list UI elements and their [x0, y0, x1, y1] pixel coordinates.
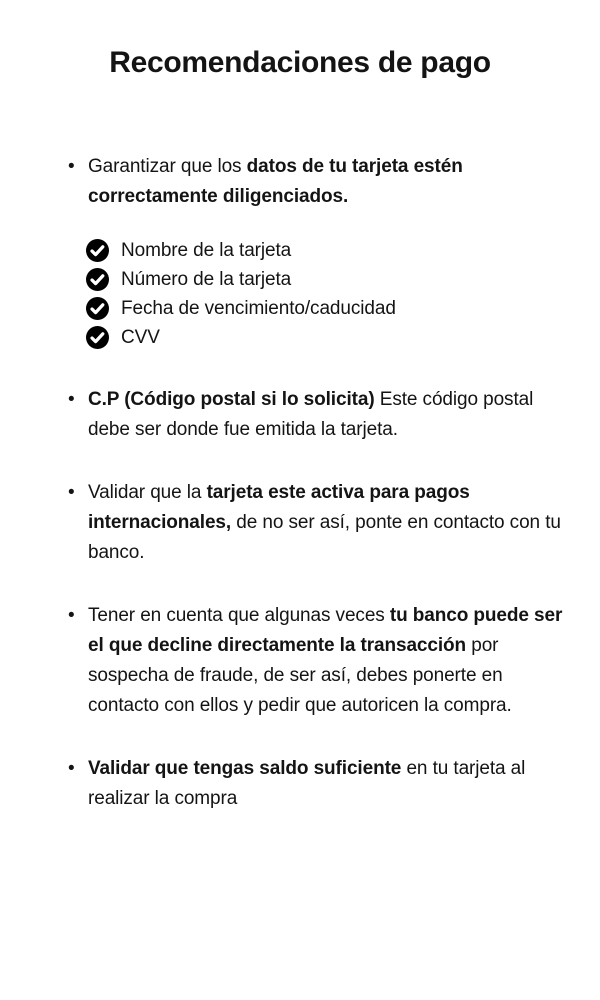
recommendation-bullet: [68, 385, 564, 445]
text-segment-bold: Validar que tengas saldo suficiente: [88, 758, 402, 779]
recommendation-bullet: [68, 754, 564, 814]
text-segment: Tener en cuenta que algunas veces: [88, 605, 390, 626]
check-circle-icon: [86, 326, 109, 349]
bullet-icon: •: [68, 482, 75, 503]
check-circle-icon: [86, 239, 109, 262]
text-segment: Este código postal debe ser donde fue emitida la tarjeta.: [88, 389, 534, 440]
recommendation-text: [88, 601, 564, 721]
checklist-item: [86, 236, 564, 265]
page-title: Recomendaciones de pago: [109, 46, 491, 79]
checklist-item-label: Fecha de vencimiento/caducidad: [121, 297, 396, 319]
recommendation-text: [88, 385, 564, 445]
text-segment: en tu tarjeta al realizar la compra: [88, 758, 526, 809]
card-fields-checklist: [86, 236, 564, 352]
recommendation-bullet: [68, 478, 564, 568]
recommendation-text: [88, 754, 564, 814]
checklist-item-label: Número de la tarjeta: [121, 268, 292, 290]
text-segment-bold: tu banco puede ser el que decline directamente la transacción: [88, 605, 563, 656]
recommendations-list: [0, 152, 600, 814]
text-segment-bold: tarjeta este activa para pagos internacionales,: [88, 482, 470, 533]
text-segment: Garantizar que los: [88, 156, 247, 177]
bullet-icon: •: [68, 389, 75, 410]
check-circle-icon: [86, 297, 109, 320]
check-circle-icon: [86, 268, 109, 291]
recommendation-text: [88, 478, 564, 568]
text-segment: de no ser así, ponte en contacto con tu banco.: [88, 512, 561, 563]
checklist-item-label: Nombre de la tarjeta: [121, 239, 292, 261]
recommendation-bullet: [68, 152, 564, 212]
text-segment: Validar que la: [88, 482, 207, 503]
recommendation-bullet: [68, 601, 564, 721]
text-segment-bold: datos de tu tarjeta estén correctamente diligenciados.: [88, 156, 463, 207]
checklist-item-label: CVV: [121, 326, 160, 348]
text-segment: por sospecha de fraude, de ser así, debes ponerte en contacto con ellos y pedir que autoricen la compra.: [88, 635, 512, 716]
checklist-item: [86, 323, 564, 352]
recommendation-text: [88, 152, 564, 212]
bullet-icon: •: [68, 758, 75, 779]
checklist-item: [86, 294, 564, 323]
checklist-item: [86, 265, 564, 294]
bullet-icon: •: [68, 605, 75, 626]
bullet-icon: •: [68, 156, 75, 177]
text-segment-bold: C.P (Código postal si lo solicita): [88, 389, 375, 410]
